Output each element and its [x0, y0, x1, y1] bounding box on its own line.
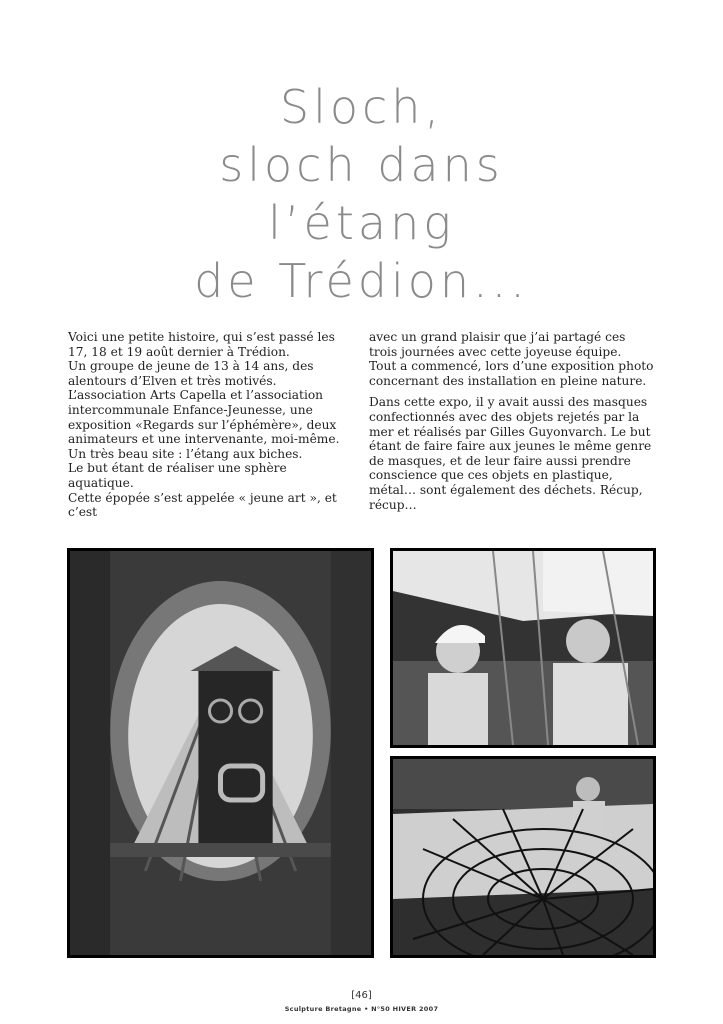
title-line: Sloch,	[279, 80, 444, 134]
text-column-2	[369, 330, 657, 512]
photo-metal-sphere	[390, 756, 656, 958]
title-line: l’étang	[268, 196, 455, 250]
photo-mask-sculpture-image	[70, 551, 371, 955]
title-line: sloch dans	[219, 138, 504, 192]
title-line: de Trédion...	[194, 254, 529, 308]
paragraph: Un groupe de jeune de 13 à 14 ans, des alentours d’Elven et très motivés.	[68, 359, 314, 388]
paragraph: L’association Arts Capella et l’association intercommunale Enfance-Jeunesse, une exposition «Regards sur l’éphémère», deux animateurs et une intervenante, moi-même. Un très beau site : l’étang aux biches.	[68, 388, 340, 461]
paragraph: Voici une petite histoire, qui s’est passé les 17, 18 et 19 août dernier à Trédion.	[68, 330, 335, 359]
magazine-footer: Sculpture Bretagne • N°50 HIVER 2007	[284, 1005, 439, 1013]
paragraph: Cette épopée s’est appelée « jeune art », et c’est	[68, 490, 337, 520]
text-column-1	[68, 330, 356, 520]
paragraph: Dans cette expo, il y avait aussi des masques confectionnés avec des objets rejetés par la mer et réalisés par Gilles Guyonvarch. Le but étant de faire faire aux jeunes le même genre de masques, et de leur faire aussi prendre conscience que ces objets en plastique, métal… sont également des déchets. Récup, récup…	[369, 395, 652, 512]
paragraph: avec un grand plaisir que j’ai partagé ces trois journées avec cette joyeuse équipe.	[369, 330, 626, 359]
photo-metal-sphere-image	[393, 759, 653, 955]
paragraph: Tout a commencé, lors d’une exposition photo concernant des installation en pleine nature.	[369, 359, 654, 388]
photo-mask-sculpture	[67, 548, 374, 958]
photo-children-tarp	[390, 548, 656, 748]
photo-children-tarp-image	[393, 551, 653, 745]
page-number: [46]	[351, 990, 372, 1001]
article-title	[0, 78, 723, 310]
paragraph: Le but étant de réaliser une sphère aquatique.	[68, 461, 287, 490]
